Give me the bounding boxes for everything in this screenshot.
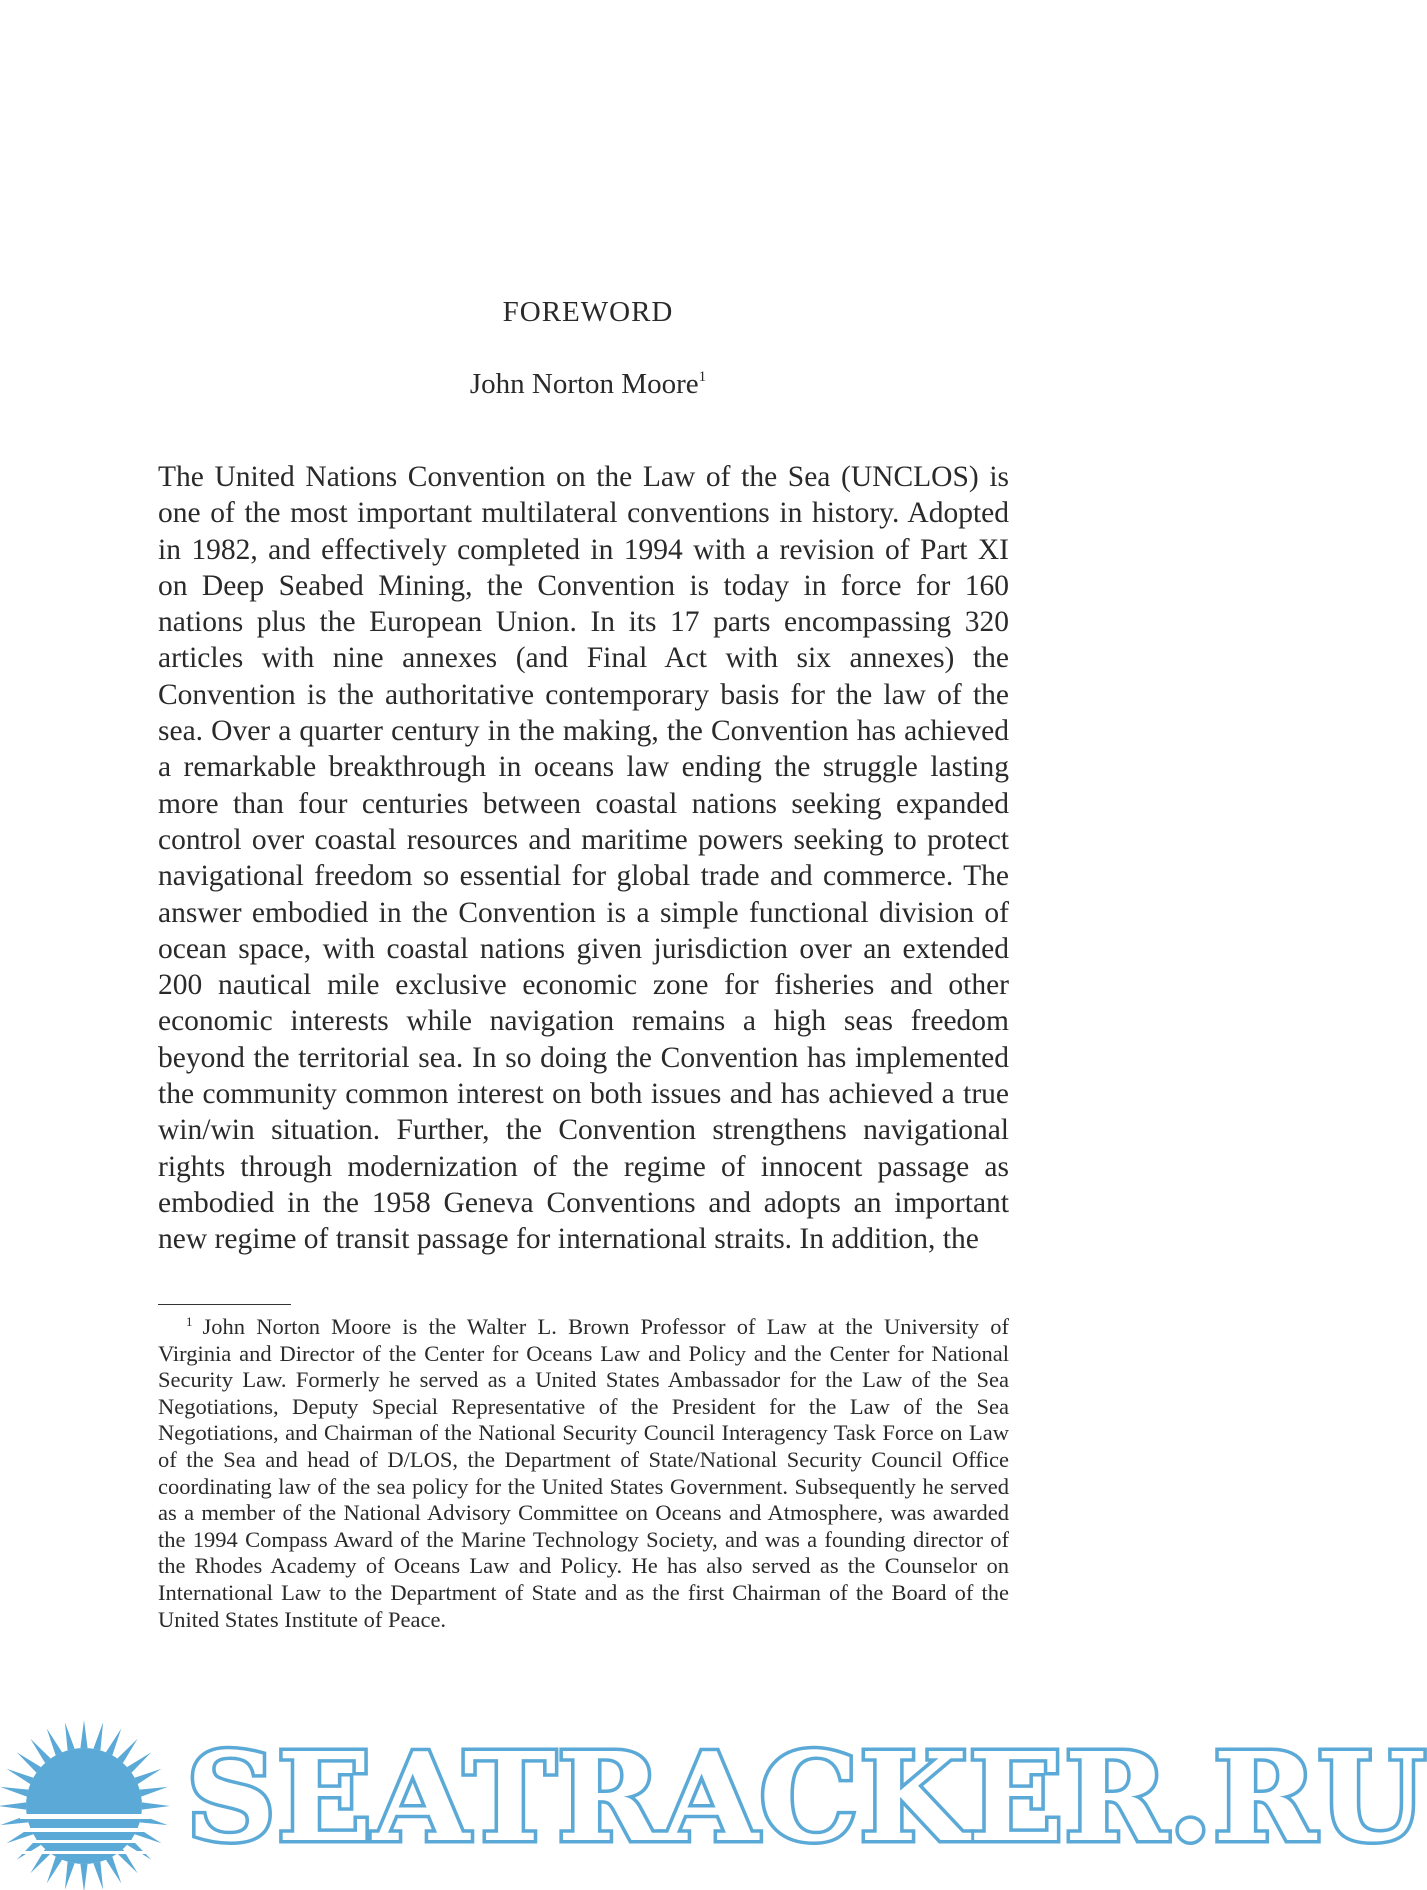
watermark — [0, 1700, 1427, 1890]
page-title: FOREWORD — [502, 296, 674, 328]
author-line — [0, 368, 1176, 401]
footnote-marker: 1 — [186, 1314, 193, 1329]
body-paragraph: The United Nations Convention on the Law of the Sea (UNCLOS) is one of the most important multilateral conventions in history. Adopted in 1982, and effectively completed in 1994 with a revision of Part XI on Deep Seabed Mining, the Convention is today in force for 160 nations plus the European Union. In its 17 parts encompassing 320 articles with nine annexes (and Final Act with six annexes) the Convention is the authoritative contemporary basis for the law of the sea. Over a quarter century in the making, the Convention has achieved a remarkable breakthrough in oceans law ending the struggle lasting more than four centuries between coastal nations seeking expanded control over coastal resources and maritime powers seeking to protect navigational freedom so essential for global trade and commerce. The answer embodied in the Convention is a simple functional division of ocean space, with coastal nations given jurisdiction over an extended 200 nautical mile exclusive economic zone for fisheries and other economic interests while navigation remains a high seas freedom beyond the territorial sea. In so doing the Convention has implemented the community common interest on both issues and has achieved a true win/win situation. Further, the Convention strengthens navigational rights through modernization of the regime of innocent passage as embodied in the 1958 Geneva Conventions and adopts an important new regime of transit passage for international straits. In addition, the — [158, 461, 1009, 1256]
footnote-divider — [158, 1304, 291, 1305]
footnote-paragraph — [158, 1314, 1009, 1633]
footnote — [158, 1314, 1009, 1633]
watermark-text: SEATRACKER.RU — [186, 1725, 1427, 1869]
sun-icon — [0, 1714, 190, 1884]
author-footnote-marker[interactable]: 1 — [698, 369, 707, 385]
body-text — [158, 459, 1009, 1258]
author-name: John Norton Moore — [469, 368, 699, 400]
footnote-text: John Norton Moore is the Walter L. Brown Professor of Law at the University of Virginia and Director of the Center for Oceans Law and Policy and the Center for National Security Law. Formerly he served as a United States Ambassador for the Law of the Sea Negotiations, Deputy Special Representative of the President for the Law of the Sea Negotiations, and Chairman of the National Security Council Interagency Task Force on Law of the Sea and head of D/LOS, the Department of State/National Security Council Office coordinating law of the sea policy for the United States Government. Subsequently he served as a member of the National Advisory Committee on Oceans and Atmosphere, was awarded the 1994 Compass Award of the Marine Technology Society, and was a founding director of the Rhodes Academy of Oceans Law and Policy. He has also served as the Counselor on International Law to the Department of State and as the first Chairman of the Board of the United States Institute of Peace. — [158, 1314, 1009, 1632]
